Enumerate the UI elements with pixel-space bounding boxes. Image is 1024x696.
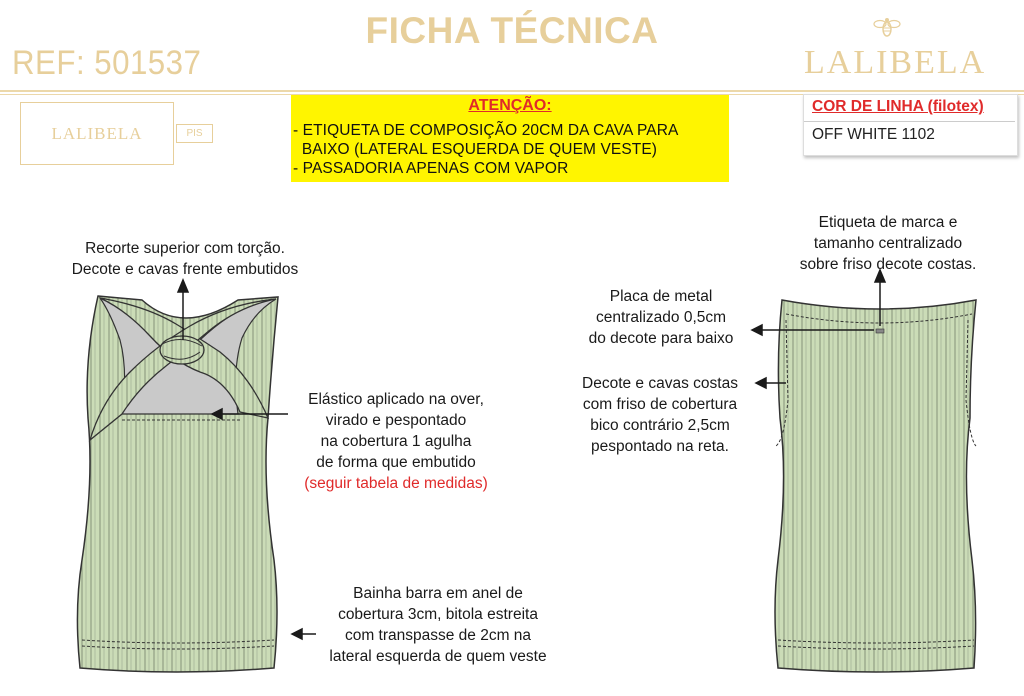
reference-code: REF: 501537: [12, 44, 202, 82]
note-metal-plate: Placa de metal centralizado 0,5cm do decote para baixo: [588, 288, 734, 347]
back-garment: [775, 300, 976, 672]
thread-color-title: COR DE LINHA (filotex): [812, 98, 984, 115]
note-back-neckline: Decote e cavas costas com friso de cobertura bico contrário 2,5cm pespontado na reta.: [582, 375, 738, 455]
attention-line: BAIXO (LATERAL ESQUERDA DE QUEM VESTE): [293, 141, 658, 158]
measurement-table-note: (seguir tabela de medidas): [304, 475, 488, 492]
label-logo-box: LALIBELA: [20, 102, 174, 165]
note-elastic: Elástico aplicado na over, virado e pespontado na cobertura 1 agulha de forma que embutido (seguir tabela de medidas): [278, 389, 514, 494]
attention-title: ATENÇÃO:: [468, 97, 552, 114]
note-top-cut: Recorte superior com torção. Decote e cavas frente embutidos: [71, 240, 299, 278]
attention-line: - PASSADORIA APENAS COM VAPOR: [293, 160, 569, 177]
brand-logo: LALIBELA: [804, 44, 987, 81]
page-title: FICHA TÉCNICA: [365, 10, 659, 51]
attention-line: - ETIQUETA DE COMPOSIÇÃO 20CM DA CAVA PARA: [293, 122, 679, 139]
front-garment: [77, 296, 278, 672]
note-hem: Bainha barra em anel de cobertura 3cm, bitola estreita com transpasse de 2cm na lateral esquerda de quem veste: [329, 585, 547, 665]
thread-color-value: OFF WHITE 1102: [812, 126, 935, 143]
pis-tag: PIS: [176, 124, 213, 143]
note-brand-label: Etiqueta de marca e tamanho centralizado sobre friso decote costas.: [799, 214, 977, 273]
